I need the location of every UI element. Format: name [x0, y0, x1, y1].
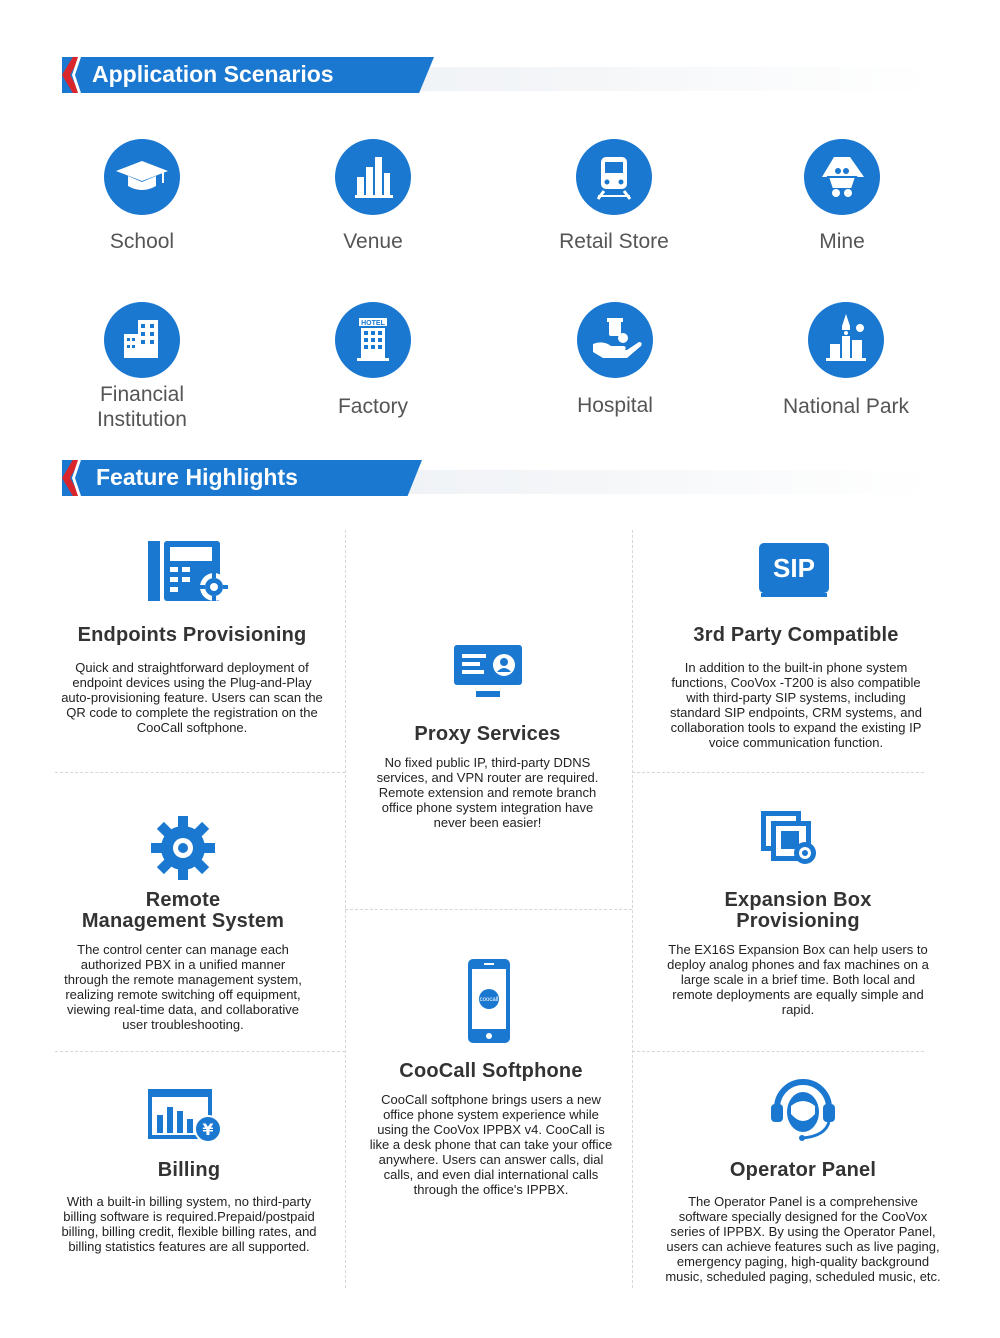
scenario-label: Mine: [819, 230, 865, 253]
scenario-hospital: [505, 302, 725, 418]
grid-divider: [345, 909, 632, 910]
svg-text:HOTEL: HOTEL: [361, 320, 385, 327]
scenario-mine: [732, 139, 952, 254]
feature-description: No fixed public IP, third-party DDNS services, and VPN router are required. Remote extension and remote branch office phone system integration have never been easier!: [376, 755, 599, 830]
scenarios-title: Application Scenarios: [92, 61, 334, 87]
feature-title: Endpoints Provisioning: [77, 624, 307, 646]
billing-chart-icon: [148, 1089, 222, 1150]
headset-operator-icon: [767, 1072, 839, 1149]
scenario-label: Financial Institution: [97, 383, 187, 431]
scenario-label: Venue: [343, 230, 403, 253]
feature-title: Operator Panel: [729, 1159, 877, 1181]
feature-description: The control center can manage each authorized PBX in a unified manner through the remote management system, realizing remote switching off equipment, viewing real-time data, and collaborative user troubleshooting.: [64, 942, 302, 1032]
feature-title-line-2: Provisioning: [736, 910, 860, 932]
feature-remote-management-system: [58, 890, 308, 1032]
office-building-icon: [104, 302, 180, 378]
feature-endpoints-provisioning: [58, 625, 326, 735]
feature-description: The Operator Panel is a comprehensive software specially designed for the CooVox series of IPPBX. By using the Operator Panel, users can achieve features such as live paging, emergency paging, high-quality background music, scheduled paging, scheduled music, etc.: [665, 1194, 941, 1284]
scenario-label: School: [109, 230, 175, 253]
tower-landmark-icon: [808, 302, 884, 378]
scenario-school: [32, 139, 252, 254]
scenario-label: Hospital: [577, 394, 653, 417]
feature-title: CooCall Softphone: [399, 1060, 583, 1082]
yuan-symbol: ¥: [202, 1120, 214, 1139]
feature-description: CooCall softphone brings users a new office phone system experience while using the CooVox IPPBX v4. CooCall is like a desk phone that can take your office anywhere. Users can answer calls, dial calls, and even dial international calls through the office's IPPBX.: [369, 1092, 613, 1197]
smartphone-icon: [468, 959, 510, 1048]
feature-title-line-1: Expansion Box: [724, 889, 872, 911]
feature-title: Proxy Services: [414, 723, 561, 745]
grid-divider: [55, 772, 345, 773]
feature-title: 3rd Party Compatible: [693, 624, 899, 646]
scenarios-banner: [62, 57, 942, 93]
proxy-monitor-icon: [454, 645, 522, 704]
mine-cart-icon: [804, 139, 880, 215]
features-banner: [62, 460, 942, 496]
scenario-label: National Park: [782, 395, 910, 418]
feature-proxy-services: [365, 724, 610, 830]
feature-coocall-softphone: [367, 1061, 615, 1197]
gear-icon: [151, 816, 215, 885]
feature-3rd-party-compatible: [660, 625, 932, 750]
feature-billing: [55, 1160, 323, 1254]
graduation-cap-icon: [104, 139, 180, 215]
scenario-factory: [263, 302, 483, 419]
grid-divider: [632, 1051, 924, 1052]
endpoint-device-icon: [148, 541, 230, 608]
feature-description: The EX16S Expansion Box can help users to deploy analog phones and fax machines on a large scale in a brief time. Both local and remote deployments are equally simple and rapid.: [667, 942, 929, 1017]
train-icon: [576, 139, 652, 215]
coocall-logo-text: coocall: [479, 997, 499, 1003]
features-title: Feature Highlights: [96, 464, 298, 490]
grid-divider: [632, 530, 633, 1288]
scenario-label: Factory: [337, 395, 408, 418]
feature-title-line-1: Remote: [145, 889, 221, 911]
scenario-retail-store: [504, 139, 724, 254]
hand-medicine-icon: [577, 302, 653, 378]
feature-description: Quick and straightforward deployment of endpoint devices using the Plug-and-Play auto-provisioning feature. Users can scan the QR code to complete the registration on the CooCall softphone.: [61, 660, 323, 735]
feature-operator-panel: [664, 1160, 942, 1284]
hotel-building-icon: [335, 302, 411, 378]
feature-title: Billing: [157, 1159, 221, 1181]
sip-icon: [759, 543, 829, 604]
feature-expansion-box-provisioning: [664, 890, 932, 1017]
feature-description: With a built-in billing system, no third-party billing software is required.Prepaid/postpaid billing, billing credit, flexible billing rates, and billing statistics features are all supported.: [61, 1194, 317, 1254]
scenario-national-park: [736, 302, 956, 419]
buildings-chart-icon: [335, 139, 411, 215]
scenario-venue: [263, 139, 483, 254]
feature-title-line-2: Management System: [81, 910, 285, 932]
grid-divider: [632, 772, 924, 773]
grid-divider: [55, 1051, 345, 1052]
sip-icon-text: SIP: [773, 553, 815, 583]
scenario-label: Retail Store: [559, 230, 669, 253]
expansion-box-icon: [761, 811, 821, 874]
feature-description: In addition to the built-in phone system functions, CooVox -T200 is also compatible with third-party SIP systems, including standard SIP endpoints, CRM systems, and collaboration tools to expand the existing IP voice communication function.: [670, 660, 922, 750]
scenario-financial-institution: [32, 302, 252, 432]
